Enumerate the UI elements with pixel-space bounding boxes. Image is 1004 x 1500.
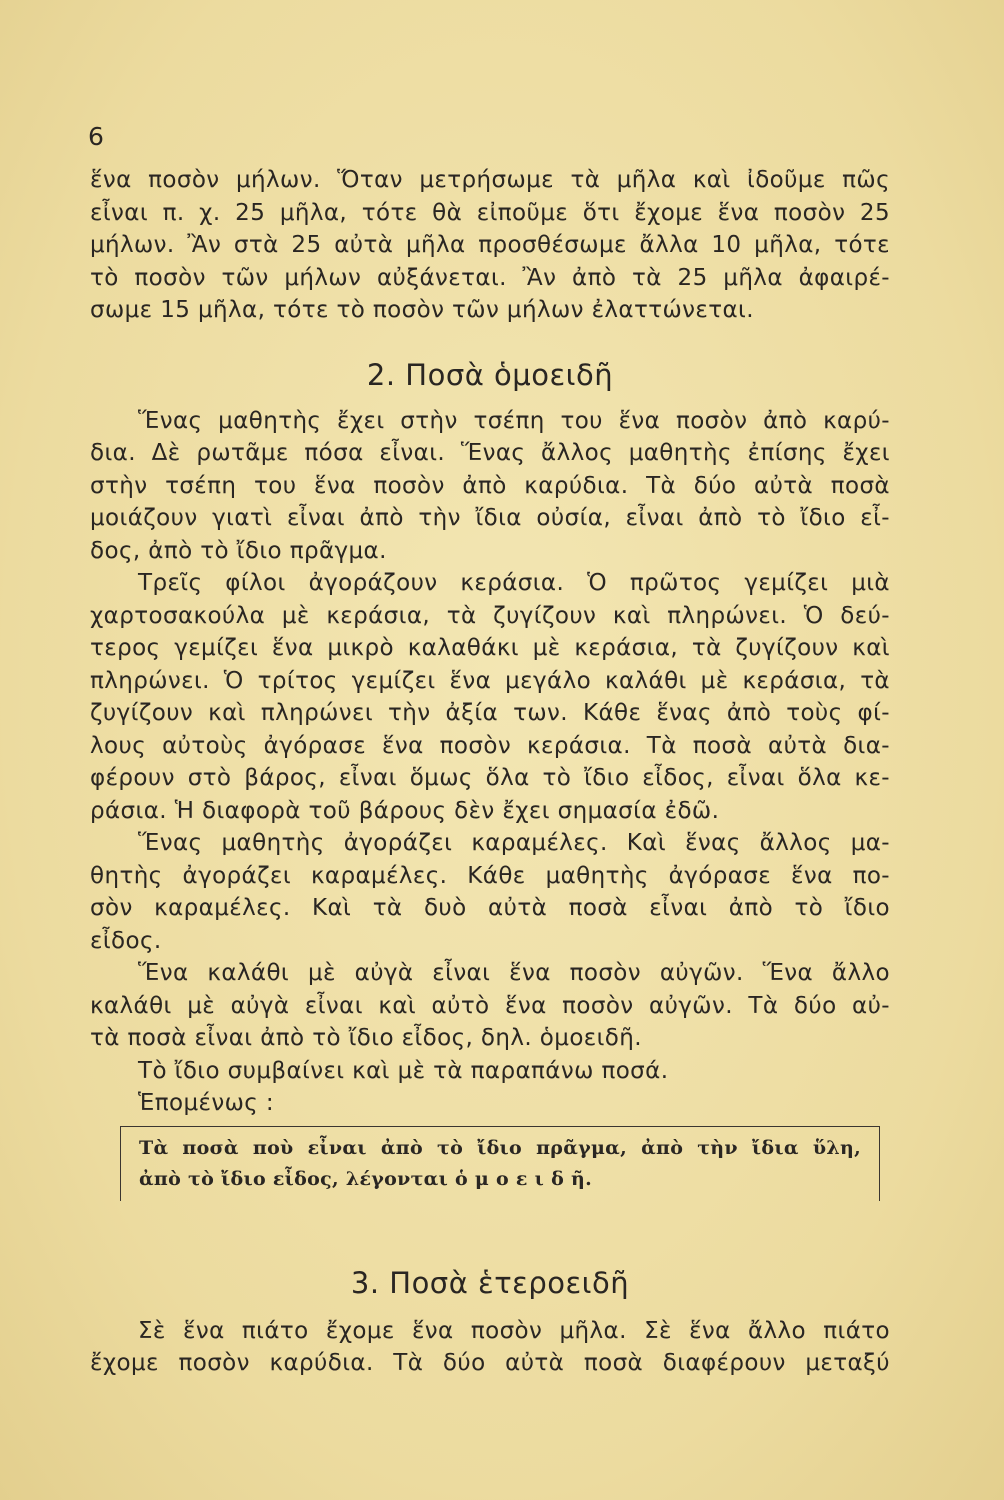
text-line: πληρώνει. Ὁ τρίτος γεμίζει ἕνα μεγάλο καλάθι μὲ κεράσια, τὰ (90, 667, 890, 694)
definition-line: ἀπὸ τὸ ἴδιο εἶδος, λέγονται ὁ μ ο ε ι δ ῆ. (139, 1167, 592, 1190)
definition-box (120, 1126, 880, 1201)
text-line: Ἑπομένως : (138, 1090, 275, 1116)
intro-paragraph (90, 164, 890, 327)
paragraph-eggs (90, 957, 890, 1055)
text-line: στὴν τσέπη του ἕνα ποσὸν ἀπὸ καρύδια. Τὰ δύο αὐτὰ ποσὰ (90, 472, 890, 499)
paragraph-plates (90, 1315, 890, 1380)
text-line: τὰ ποσὰ εἶναι ἀπὸ τὸ ἴδιο εἶδος, δηλ. ὁμοειδῆ. (90, 1025, 642, 1051)
text-line: Ἕνα καλάθι μὲ αὐγὰ εἶναι ἕνα ποσὸν αὐγῶν. Ἕνα ἄλλο (138, 960, 890, 986)
text-line: Ἕνας μαθητὴς ἀγοράζει καραμέλες. Καὶ ἕνας ἄλλος μα- (138, 830, 890, 856)
text-line: μοιάζουν γιατὶ εἶναι ἀπὸ τὴν ἴδια οὐσία, εἶναι ἀπὸ τὸ ἴδιο εἶ- (90, 505, 890, 531)
text-line: ράσια. Ἡ διαφορὰ τοῦ βάρους δὲν ἔχει σημασία ἐδῶ. (90, 797, 720, 824)
text-line: δια. Δὲ ρωτᾶμε πόσα εἶναι. Ἕνας ἄλλος μαθητὴς ἐπίσης ἔχει (90, 440, 890, 466)
text-line: θητὴς ἀγοράζει καραμέλες. Κάθε μαθητὴς ἀγόρασε ἕνα πο- (90, 862, 890, 889)
text-line: Σὲ ἕνα πιάτο ἔχομε ἕνα ποσὸν μῆλα. Σὲ ἕνα ἄλλο πιάτο (138, 1317, 890, 1344)
paragraph-cherries (90, 567, 890, 827)
section-heading-homogeneous: 2. Ποσὰ ὁμοειδῆ (366, 357, 614, 392)
page-number: 6 (88, 122, 104, 151)
page-content (90, 164, 890, 1380)
section-heading-heterogeneous: 3. Ποσὰ ἑτεροειδῆ (350, 1265, 630, 1300)
text-line: φέρουν στὸ βάρος, εἶναι ὅμως ὅλα τὸ ἴδιο εἶδος, εἶναι ὅλα κε- (90, 765, 890, 791)
paragraph-candies (90, 827, 890, 957)
text-line: Ἕνας μαθητὴς ἔχει στὴν τσέπη του ἕνα ποσὸν ἀπὸ καρύ- (138, 407, 890, 434)
text-line: ἕνα ποσὸν μήλων. Ὅταν μετρήσωμε τὰ μῆλα καὶ ἰδοῦμε πῶς (90, 167, 890, 193)
text-line: Τὸ ἴδιο συμβαίνει καὶ μὲ τὰ παραπάνω ποσά. (138, 1057, 669, 1084)
text-line: τὸ ποσὸν τῶν μήλων αὐξάνεται. Ἂν ἀπὸ τὰ 25 μῆλα ἀφαιρέ- (90, 264, 890, 291)
text-line: χαρτοσακούλα μὲ κεράσια, τὰ ζυγίζουν καὶ πληρώνει. Ὁ δεύ- (90, 602, 890, 629)
text-line: εἶναι π. χ. 25 μῆλα, τότε θὰ εἰποῦμε ὅτι ἔχομε ἕνα ποσὸν 25 (90, 199, 890, 226)
text-line: ζυγίζουν καὶ πληρώνει τὴν ἀξία των. Κάθε ἕνας ἀπὸ τοὺς φί- (90, 700, 890, 726)
definition-line: Τὰ ποσὰ ποὺ εἶναι ἀπὸ τὸ ἴδιο πρᾶγμα, ἀπὸ τὴν ἴδια ὕλη, (139, 1136, 861, 1159)
text-line: σωμε 15 μῆλα, τότε τὸ ποσὸν τῶν μήλων ἐλαττώνεται. (90, 297, 754, 323)
text-line: Τρεῖς φίλοι ἀγοράζουν κεράσια. Ὁ πρῶτος γεμίζει μιὰ (138, 570, 890, 596)
text-line: τερος γεμίζει ἕνα μικρὸ καλαθάκι μὲ κεράσια, τὰ ζυγίζουν καὶ (90, 635, 890, 661)
text-line: εἶδος. (90, 927, 162, 954)
text-line: ἔχομε ποσὸν καρύδια. Τὰ δύο αὐτὰ ποσὰ διαφέρουν μεταξύ (90, 1350, 890, 1376)
text-line: δος, ἀπὸ τὸ ἴδιο πρᾶγμα. (90, 537, 387, 564)
text-line: σὸν καραμέλες. Καὶ τὰ δυὸ αὐτὰ ποσὰ εἶναι ἀπὸ τὸ ἴδιο (90, 895, 890, 921)
text-line: μήλων. Ἂν στὰ 25 αὐτὰ μῆλα προσθέσωμε ἄλλα 10 μῆλα, τότε (90, 232, 890, 258)
text-line: καλάθι μὲ αὐγὰ εἶναι καὶ αὐτὸ ἕνα ποσὸν αὐγῶν. Τὰ δύο αὐ- (90, 992, 890, 1019)
paragraph-walnuts (90, 405, 890, 568)
text-line: λους αὐτοὺς ἀγόρασε ἕνα ποσὸν κεράσια. Τὰ ποσὰ αὐτὰ δια- (90, 732, 890, 759)
